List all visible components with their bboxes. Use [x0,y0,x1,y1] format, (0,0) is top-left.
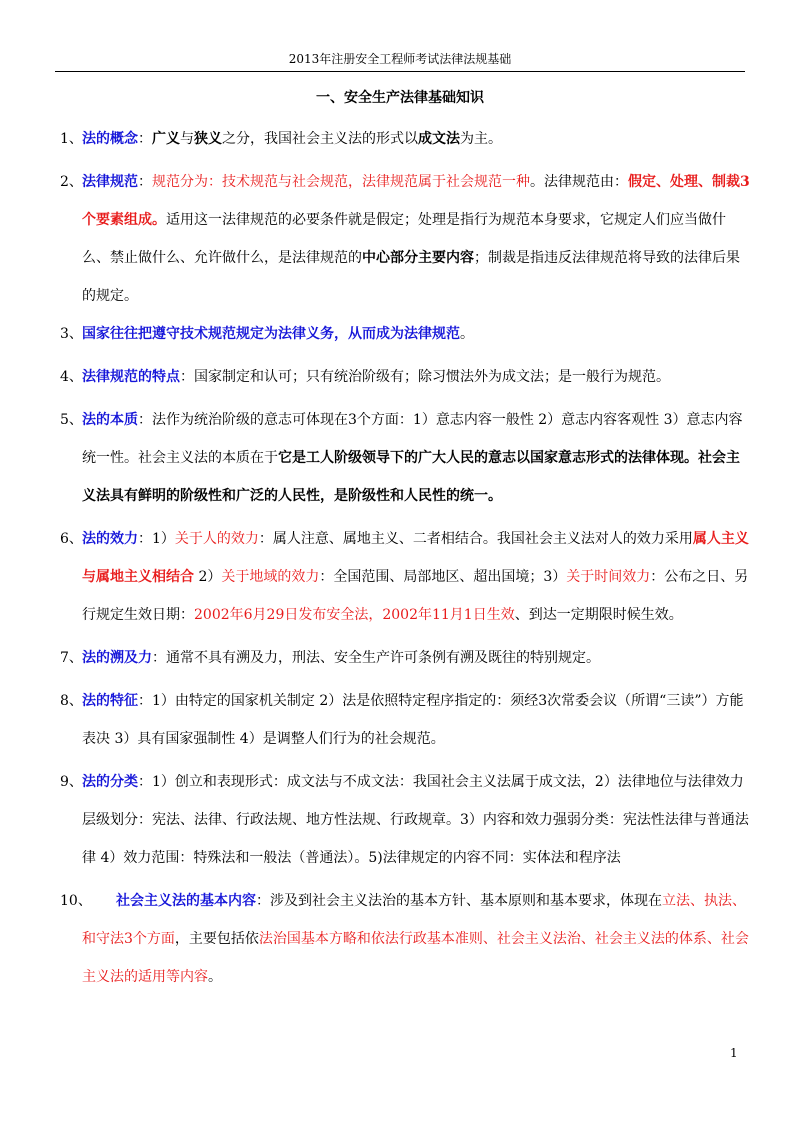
item-text [82,520,752,634]
item-number: 1、 [60,131,83,147]
item-number: 9、 [60,774,83,790]
text-run: 关于时间效力 [566,569,651,585]
text-run: 法的特征 [82,693,138,709]
text-run: 法律规范 [82,174,138,190]
text-run: 法律规范的特点 [82,369,180,385]
item-text [82,120,752,158]
text-run: 法的效力 [82,531,138,547]
text-run: 2） [194,569,222,585]
header-divider [55,71,745,72]
text-run: ： [138,174,152,190]
text-run: ： [138,131,152,147]
page-header: 2013年注册安全工程师考试法律法规基础 [288,52,512,66]
text-run: ；制裁是指违反法律规范将导致的法律后果的规定。 [82,250,740,304]
text-run: 。 [460,326,474,342]
text-run: 中心部分主要内容 [362,250,474,266]
text-run: 2002年6月29日发布安全法，2002年11月1日生效 [194,607,515,623]
text-run: ：法作为统治阶级的意志可体现在3个方面：1）意志内容一般性 2）意志内容客观性 3）意志内容统一性。社会主义法的本质在于 [82,412,743,466]
text-run: 关于人的效力 [174,531,259,547]
item-text [82,763,752,877]
text-run: 属人主义与属地主义相结合 [82,531,749,585]
list-item [0,120,800,158]
text-run: 规范分为：技术规范与社会规范，法律规范属于社会规范一种 [152,174,530,190]
text-run: ：全国范围、局部地区、超出国境；3） [319,569,567,585]
item-number: 4、 [60,369,83,385]
item-text [82,163,752,315]
text-run: ：国家制定和认可；只有统治阶级有；除习惯法外为成文法；是一般行为规范。 [180,369,670,385]
section-title: 一、安全生产法律基础知识 [316,90,484,106]
text-run: 它是工人阶级领导下的广大人民的意志以国家意志形式的法律体现。社会主义法具有鲜明的阶级性和广泛的人民性，是阶级性和人民性的统一。 [82,450,740,504]
text-run: 假定、处理、制裁3个要素组成。 [82,174,750,228]
item-number: 6、 [60,531,83,547]
text-run: 成文法 [418,131,460,147]
list-item [0,163,800,315]
text-run: 法的分类 [82,774,138,790]
item-text [82,358,752,396]
item-text [82,682,752,758]
list-item [0,882,800,996]
text-run: 与 [180,131,194,147]
text-run: 法的溯及力 [82,650,152,666]
text-run: 、到达一定期限时候生效。 [514,607,683,623]
list-item [0,763,800,877]
text-run: 国家往往把遵守技术规范规定为法律义务，从而成为法律规范 [82,326,460,342]
item-number: 10、 [60,893,92,909]
text-run: 立法、执法、和守法3个方面 [82,893,746,947]
item-number: 8、 [60,693,83,709]
text-run: 关于地域的效力 [221,569,320,585]
list-item [0,682,800,758]
text-run: ：公布之日、另行规定生效日期： [82,569,749,623]
item-text [82,639,752,677]
item-text [82,401,752,515]
list-item [0,358,800,396]
text-run: 为主。 [460,131,502,147]
item-text [82,315,752,353]
text-run: 法治国基本方略和依法行政基本准则、社会主义法治、社会主义法的体系、社会主义法的适用等内容 [82,931,749,985]
text-run: ：通常不具有溯及力，刑法、安全生产许可条例有溯及既往的特别规定。 [152,650,600,666]
text-run: ：属人注意、属地主义、二者相结合。我国社会主义法对人的效力采用 [258,531,693,547]
list-item [0,401,800,515]
item-number: 3、 [60,326,83,342]
list-item [0,520,800,634]
text-run: 。 [208,969,222,985]
item-number: 7、 [60,650,83,666]
list-item [0,315,800,353]
text-run: ：1） [138,531,175,547]
item-number: 2、 [60,174,83,190]
text-run: 适用这一法律规范的必要条件就是假定；处理是指行为规范本身要求，它规定人们应当做什么、禁止做什么、允许做什么，是法律规范的 [82,212,726,266]
text-run: 。法律规范由： [530,174,628,190]
text-run: 狭义 [194,131,222,147]
item-list [0,120,800,996]
text-run: ，主要包括依 [174,931,259,947]
text-run: 广义 [152,131,180,147]
text-run: ：1）由特定的国家机关制定 2）法是依照特定程序指定的：须经3次常委会议（所谓“三读”）方能表决 3）具有国家强制性 4）是调整人们行为的社会规范。 [82,693,744,747]
text-run: ：1）创立和表现形式：成文法与不成文法：我国社会主义法属于成文法，2）法律地位与法律效力层级划分：宪法、法律、行政法规、地方性法规、行政规章。3）内容和效力强弱分类：宪法性法律与普通法律 4）效力范围：特殊法和一般法（普通法）。5)法律规定的内容不同：实体法和程序法 [82,774,749,866]
list-item [0,639,800,677]
text-run: ：涉及到社会主义法治的基本方针、基本原则和基本要求，体现在 [256,893,662,909]
text-run: 社会主义法的基本内容 [116,893,256,909]
text-run: 法的概念 [82,131,138,147]
text-run: 之分，我国社会主义法的形式以 [222,131,418,147]
text-run: 法的本质 [82,412,138,428]
item-text [82,882,752,996]
page-number: 1 [730,1046,738,1060]
item-number: 5、 [60,412,83,428]
